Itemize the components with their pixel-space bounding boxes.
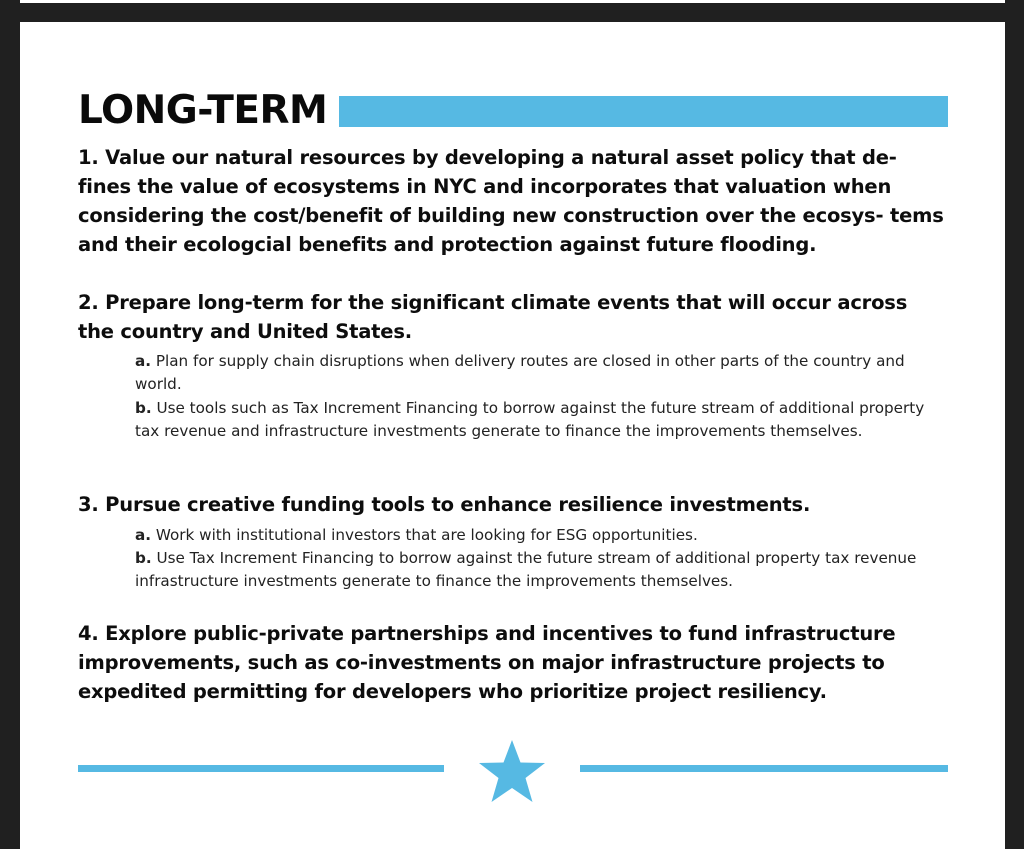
list-item-1: 1. Value our natural resources by developing a natural asset policy that de- fines the value of ecosystems in NYC and incorporates that valuation when considering the cost/benefit of building new construction over the ecosys- tems and their ecologcial benefits and protection against future flooding. [78,146,944,256]
heading-accent-bar [339,96,948,127]
subitem-text: Plan for supply chain disruptions when delivery routes are closed in other parts of the country and world. [135,352,905,393]
list-item-2: 2. Prepare long-term for the significant climate events that will occur across the country and United States. [78,291,908,343]
section-title: LONG-TERM [78,88,328,133]
star-icon [477,738,547,804]
footer-divider-left [78,765,444,772]
footer-divider-right [580,765,948,772]
top-edge [20,0,1005,3]
list-subitem-3b [135,547,950,593]
list-subitem-2a [135,350,950,396]
subitem-text: Use Tax Increment Financing to borrow against the future stream of additional property tax revenue infrastructure investments generate to finance the improvements themselves. [135,549,917,590]
subitem-text: Work with institutional investors that are looking for ESG opportunities. [155,526,698,544]
subitem-letter: b. [135,549,152,567]
list-item-3: 3. Pursue creative funding tools to enhance resilience investments. [78,493,811,516]
list-subitem-3a [135,524,950,547]
list-subitem-2b [135,397,950,443]
subitem-letter: b. [135,399,152,417]
subitem-letter: a. [135,526,152,544]
list-item-4: 4. Explore public-private partnerships and incentives to fund infrastructure improvements, such as co-investments on major infrastructure projects to expedited permitting for developers who prioritize project resiliency. [78,622,896,703]
subitem-text: Use tools such as Tax Increment Financing to borrow against the future stream of additional property tax revenue and infrastructure investments generate to finance the improvements themselves. [135,399,925,440]
section-header [78,90,948,132]
subitem-letter: a. [135,352,152,370]
